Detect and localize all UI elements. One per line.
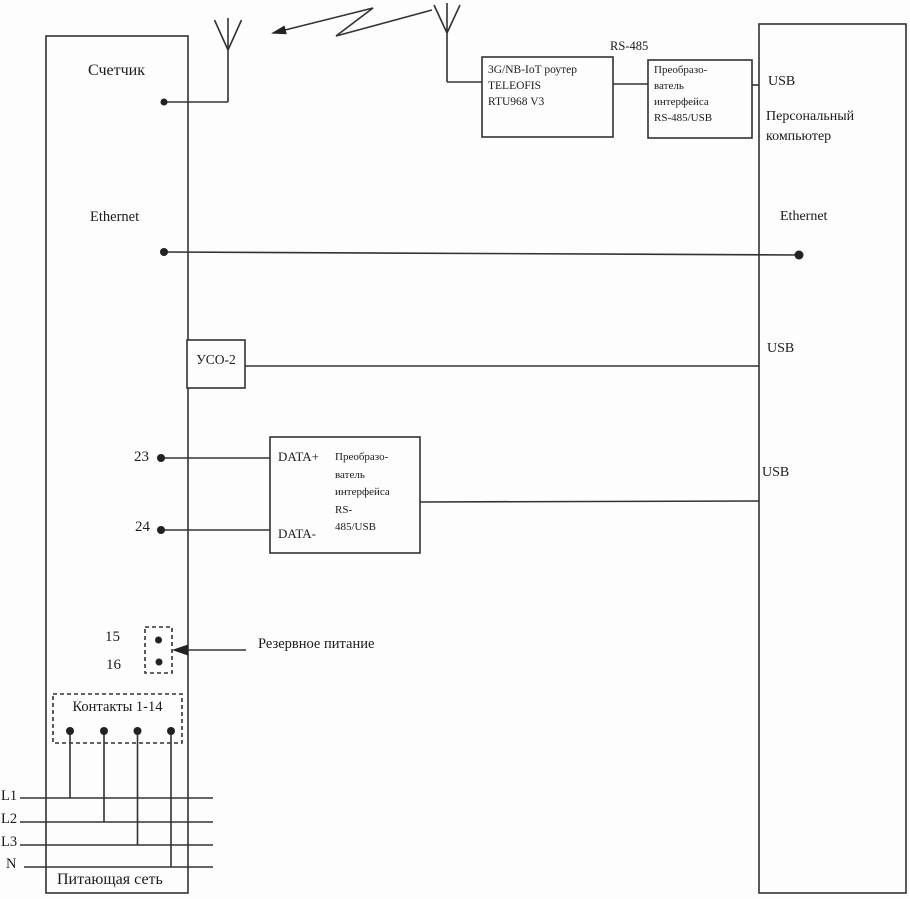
meter-box bbox=[46, 36, 188, 893]
router-antenna-icon bbox=[434, 3, 460, 82]
router-label-line2: TELEOFIS bbox=[488, 80, 542, 92]
contact-dot-4 bbox=[167, 727, 175, 735]
ethernet-wire bbox=[164, 252, 799, 255]
contacts-label: Контакты 1-14 bbox=[72, 699, 163, 715]
converter-bottom-label bbox=[335, 449, 390, 537]
converter-bottom-line4: RS- bbox=[335, 503, 353, 516]
pc-ethernet-label: Ethernet bbox=[780, 209, 828, 224]
pc-box bbox=[759, 24, 906, 893]
converter-bottom-line2: ватель bbox=[335, 468, 365, 481]
converter-bottom-usb-wire bbox=[420, 501, 759, 502]
terminal-23-dot bbox=[157, 454, 165, 462]
data-minus-label: DATA- bbox=[278, 526, 316, 541]
terminal-16-dot bbox=[156, 659, 163, 666]
terminal-24-label: 24 bbox=[135, 519, 150, 535]
converter-top-line3: интерфейса bbox=[654, 96, 709, 108]
contact-dot-3 bbox=[134, 727, 142, 735]
meter-ethernet-label: Ethernet bbox=[90, 209, 140, 225]
phase-n-label: N bbox=[6, 856, 17, 872]
pc-usb-top-label: USB bbox=[768, 74, 796, 89]
contact-dot-2 bbox=[100, 727, 108, 735]
converter-bottom-line1: Преобразо- bbox=[335, 451, 389, 463]
terminal-23-label: 23 bbox=[134, 449, 149, 465]
terminal-16-label: 16 bbox=[106, 657, 121, 673]
pc-usb-mid-label: USB bbox=[767, 341, 795, 356]
uso2-label: УСО-2 bbox=[196, 352, 236, 367]
router-label bbox=[488, 62, 577, 110]
supply-network-label: Питающая сеть bbox=[57, 871, 163, 888]
radio-link-arrowhead-icon bbox=[271, 26, 287, 35]
pc-usb-bottom-label: USB bbox=[762, 465, 790, 480]
data-plus-label: DATA+ bbox=[278, 449, 319, 464]
converter-top-label bbox=[654, 62, 712, 126]
converter-bottom-line5: 485/USB bbox=[335, 521, 376, 533]
converter-bottom-line3: интерфейса bbox=[335, 486, 390, 498]
converter-top-line4: RS-485/USB bbox=[654, 112, 713, 124]
pc-title-line1: Персональный bbox=[766, 109, 855, 124]
phase-l2-label: L2 bbox=[1, 811, 18, 827]
converter-top-line2: ватель bbox=[654, 80, 684, 92]
radio-link-arrow-icon bbox=[273, 8, 432, 36]
ethernet-dot-right bbox=[795, 251, 804, 260]
router-label-line3: RTU968 V3 bbox=[488, 96, 545, 108]
terminal-15-dot bbox=[155, 637, 162, 644]
pc-title-line2: компьютер bbox=[766, 129, 832, 144]
terminal-15-label: 15 bbox=[105, 629, 120, 645]
meter-antenna-icon bbox=[215, 18, 242, 102]
rs485-label: RS-485 bbox=[610, 39, 649, 53]
phase-l3-label: L3 bbox=[1, 834, 18, 850]
router-label-line1: 3G/NB-IoT роутер bbox=[488, 64, 578, 76]
ethernet-dot-left bbox=[160, 248, 168, 256]
terminal-24-dot bbox=[157, 526, 165, 534]
converter-top-line1: Преобразо- bbox=[654, 64, 708, 76]
meter-title: Счетчик bbox=[88, 62, 145, 79]
pc-title bbox=[766, 107, 854, 147]
antenna-connection-dot bbox=[161, 99, 168, 106]
reserve-power-label: Резервное питание bbox=[258, 636, 375, 652]
phase-l1-label: L1 bbox=[1, 788, 18, 804]
contact-dot-1 bbox=[66, 727, 74, 735]
